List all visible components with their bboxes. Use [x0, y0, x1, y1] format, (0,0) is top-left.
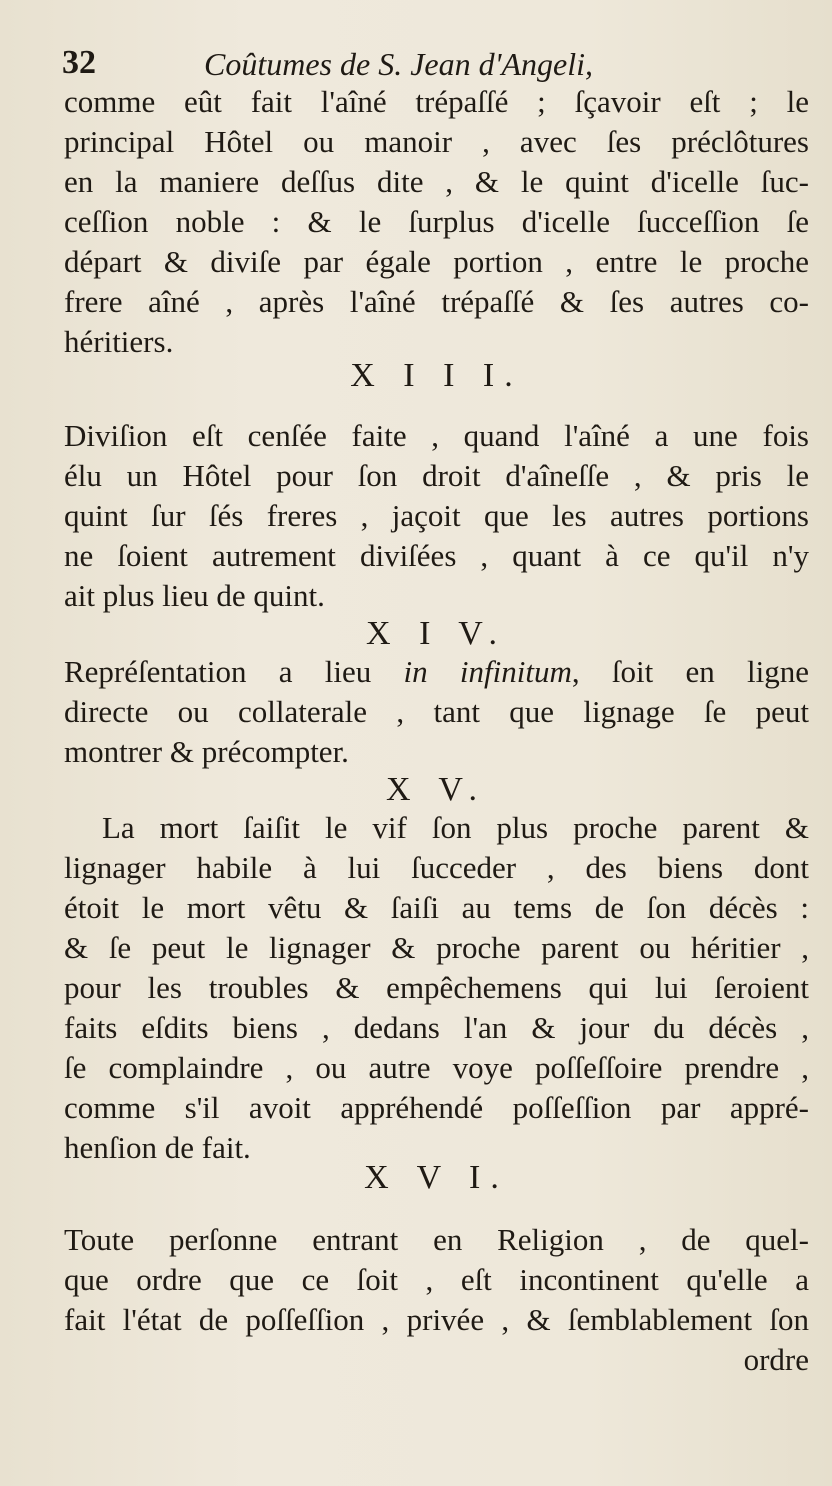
paragraph-continued — [64, 82, 809, 362]
text-line: ceſſion noble : & le ſurplus d'icelle ſucceſſion ſe — [64, 204, 809, 239]
text-line: quint ſur ſés freres , jaçoit que les autres portions — [64, 498, 809, 533]
text-line: fait l'état de poſſeſſion , privée , & ſemblablement ſon — [64, 1302, 809, 1337]
text-line — [64, 652, 809, 692]
text-line: ſe complaindre , ou autre voye poſſeſſoire prendre , — [64, 1050, 809, 1085]
article-heading-xv: X V. — [385, 771, 488, 808]
text-line: directe ou collaterale , tant que lignage ſe peut — [64, 694, 809, 729]
article-heading-xiv: X I V. — [366, 615, 507, 652]
text-line: départ & diviſe par égale portion , entre le proche — [64, 244, 809, 279]
text-line: étoit le mort vêtu & ſaiſi au tems de ſon décès : — [64, 890, 809, 925]
text-line: Diviſion eſt cenſée faite , quand l'aîné a une fois — [64, 418, 809, 453]
text-line: henſion de fait. — [64, 1130, 251, 1165]
text-line: pour les troubles & empêchemens qui lui ſeroient — [64, 970, 809, 1005]
text-line: lignager habile à lui ſucceder , des biens dont — [64, 850, 809, 885]
text-line: que ordre que ce ſoit , eſt incontinent qu'elle a — [64, 1262, 809, 1297]
text-line: Toute perſonne entrant en Religion , de quel- — [64, 1222, 809, 1257]
text-line: héritiers. — [64, 324, 174, 359]
text-line: frere aîné , après l'aîné trépaſſé & ſes autres co- — [64, 284, 809, 319]
page-number: 32 — [62, 44, 96, 81]
article-xiv-text — [64, 652, 809, 772]
running-title: Coûtumes de S. Jean d'Angeli, — [204, 46, 593, 82]
text-line: & ſe peut le lignager & proche parent ou héritier , — [64, 930, 809, 965]
text-line: faits eſdits biens , dedans l'an & jour du décès , — [64, 1010, 809, 1045]
catchword: ordre — [743, 1342, 809, 1377]
latin-phrase: in infinitum — [403, 654, 572, 689]
article-heading-xiii: X I I I. — [350, 357, 523, 394]
text-line: ait plus lieu de quint. — [64, 578, 325, 613]
text-line: élu un Hôtel pour ſon droit d'aîneſſe , & pris le — [64, 458, 809, 493]
text-line: La mort ſaiſit le vif ſon plus proche parent & — [102, 810, 809, 845]
article-heading-xvi: X V I. — [364, 1159, 509, 1196]
text-line: principal Hôtel ou manoir , avec ſes préclôtures — [64, 124, 809, 159]
text-fragment: Repréſentation a lieu — [64, 654, 372, 689]
article-xvi-text — [64, 1220, 809, 1380]
article-xv-text — [64, 808, 809, 1168]
text-line: comme s'il avoit appréhendé poſſeſſion par appré- — [64, 1090, 809, 1125]
text-line: comme eût fait l'aîné trépaſſé ; ſçavoir eſt ; le — [64, 84, 809, 119]
text-line: ne ſoient autrement diviſées , quant à ce qu'il n'y — [64, 538, 809, 573]
article-xiii-text — [64, 416, 809, 616]
text-line: montrer & précompter. — [64, 734, 349, 769]
text-line: en la maniere deſſus dite , & le quint d'icelle ſuc- — [64, 164, 809, 199]
text-fragment: , ſoit en ligne — [571, 654, 809, 689]
